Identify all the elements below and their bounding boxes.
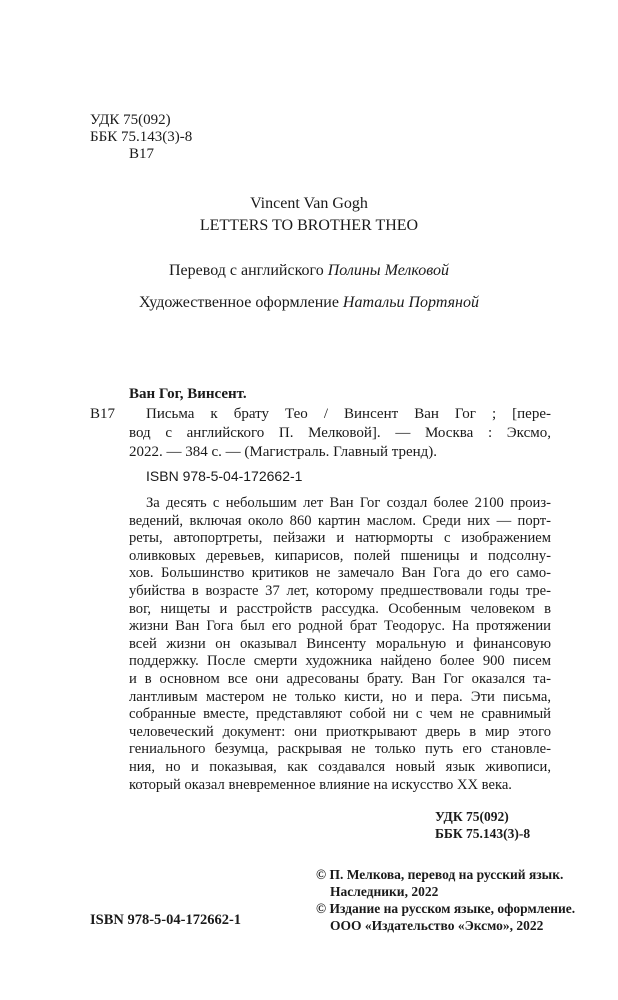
annotation-line: ния, но и показывая, как создавался новый язык живописи, [129, 758, 551, 775]
catalog-line: 2022. — 384 с. — (Магистраль. Главный тренд). [129, 444, 438, 460]
copyright-line: ООО «Издательство «Эксмо», 2022 [330, 918, 544, 933]
annotation-line: который оказал вневременное влияние на искусство XX века. [129, 776, 512, 793]
catalog-isbn: ISBN 978-5-04-172662-1 [146, 468, 303, 484]
annotation-line: гениального безумца, раскрывая не только путь его становле- [129, 741, 551, 758]
translation-prefix: Перевод с английского [168, 262, 324, 279]
udk-bottom: УДК 75(092) [435, 809, 509, 824]
annotation-line: человеческий документ: они приоткрывают дверь в мир этого [129, 723, 551, 740]
annotation-line: хов. Большинство критиков не замечало Ван Гога до его само- [129, 565, 551, 582]
classification-code-top: В17 [129, 146, 155, 162]
design-prefix: Художественное оформление [139, 294, 339, 311]
annotation-line: лантливым мастером не только кисти, но и пера. Эти письма, [129, 688, 551, 705]
annotation-line: собранные вместе, представляют собой ни с чем не сравнимый [129, 706, 551, 723]
annotation-line: оливковых деревьев, кипарисов, полей пшеницы и подсолну- [129, 547, 551, 564]
translator-name: Полины Мелковой [327, 262, 450, 279]
catalog-heading: Ван Гог, Винсент. [129, 386, 247, 402]
annotation-line: жизни Ван Гога был его родной брат Теодорус. На протяжении [129, 618, 551, 635]
annotation-line: всей жизни он оказывал Винсенту моральную и финансовую [129, 635, 551, 652]
annotation-line: вог, нищеты и расстройств рассудка. Особенным человеком в [129, 600, 551, 617]
annotation-line: ведений, включая около 860 картин маслом. Среди них — порт- [129, 512, 551, 529]
footer-isbn: ISBN 978-5-04-172662-1 [90, 912, 242, 928]
copyright-line: © П. Мелкова, перевод на русский язык. [316, 867, 564, 882]
catalog-line: вод с английского П. Мелковой]. — Москва : Эксмо, [129, 425, 551, 441]
annotation-line: реты, автопортреты, пейзажи и натюрморты с изображением [129, 530, 551, 547]
bbk-top: ББК 75.143(3)-8 [90, 129, 193, 145]
udk-top: УДК 75(092) [90, 112, 171, 128]
annotation-line: убийства в возрасте 37 лет, которому предшествовали годы тре- [129, 582, 551, 599]
copyright-line: Наследники, 2022 [330, 884, 439, 899]
title-en: LETTERS TO BROTHER THEO [199, 217, 419, 234]
author-en: Vincent Van Gogh [250, 195, 368, 212]
annotation [129, 495, 551, 794]
copyright-line: © Издание на русском языке, оформление. [316, 901, 576, 916]
designer-name: Натальи Портяной [342, 294, 479, 311]
catalog-code: В17 [90, 406, 116, 422]
catalog-line: Письма к брату Тео / Винсент Ван Гог ; [пере- [146, 406, 551, 422]
translation-credit [0, 262, 618, 279]
design-credit [0, 294, 618, 311]
annotation-line: За десять с небольшим лет Ван Гог создал более 2100 произ- [146, 495, 551, 511]
annotation-line: и в основном все они адресованы брату. Ван Гог оказался та- [129, 670, 551, 687]
annotation-line: поддержку. После смерти художника найдено более 900 писем [129, 653, 551, 670]
bbk-bottom: ББК 75.143(3)-8 [435, 826, 531, 841]
